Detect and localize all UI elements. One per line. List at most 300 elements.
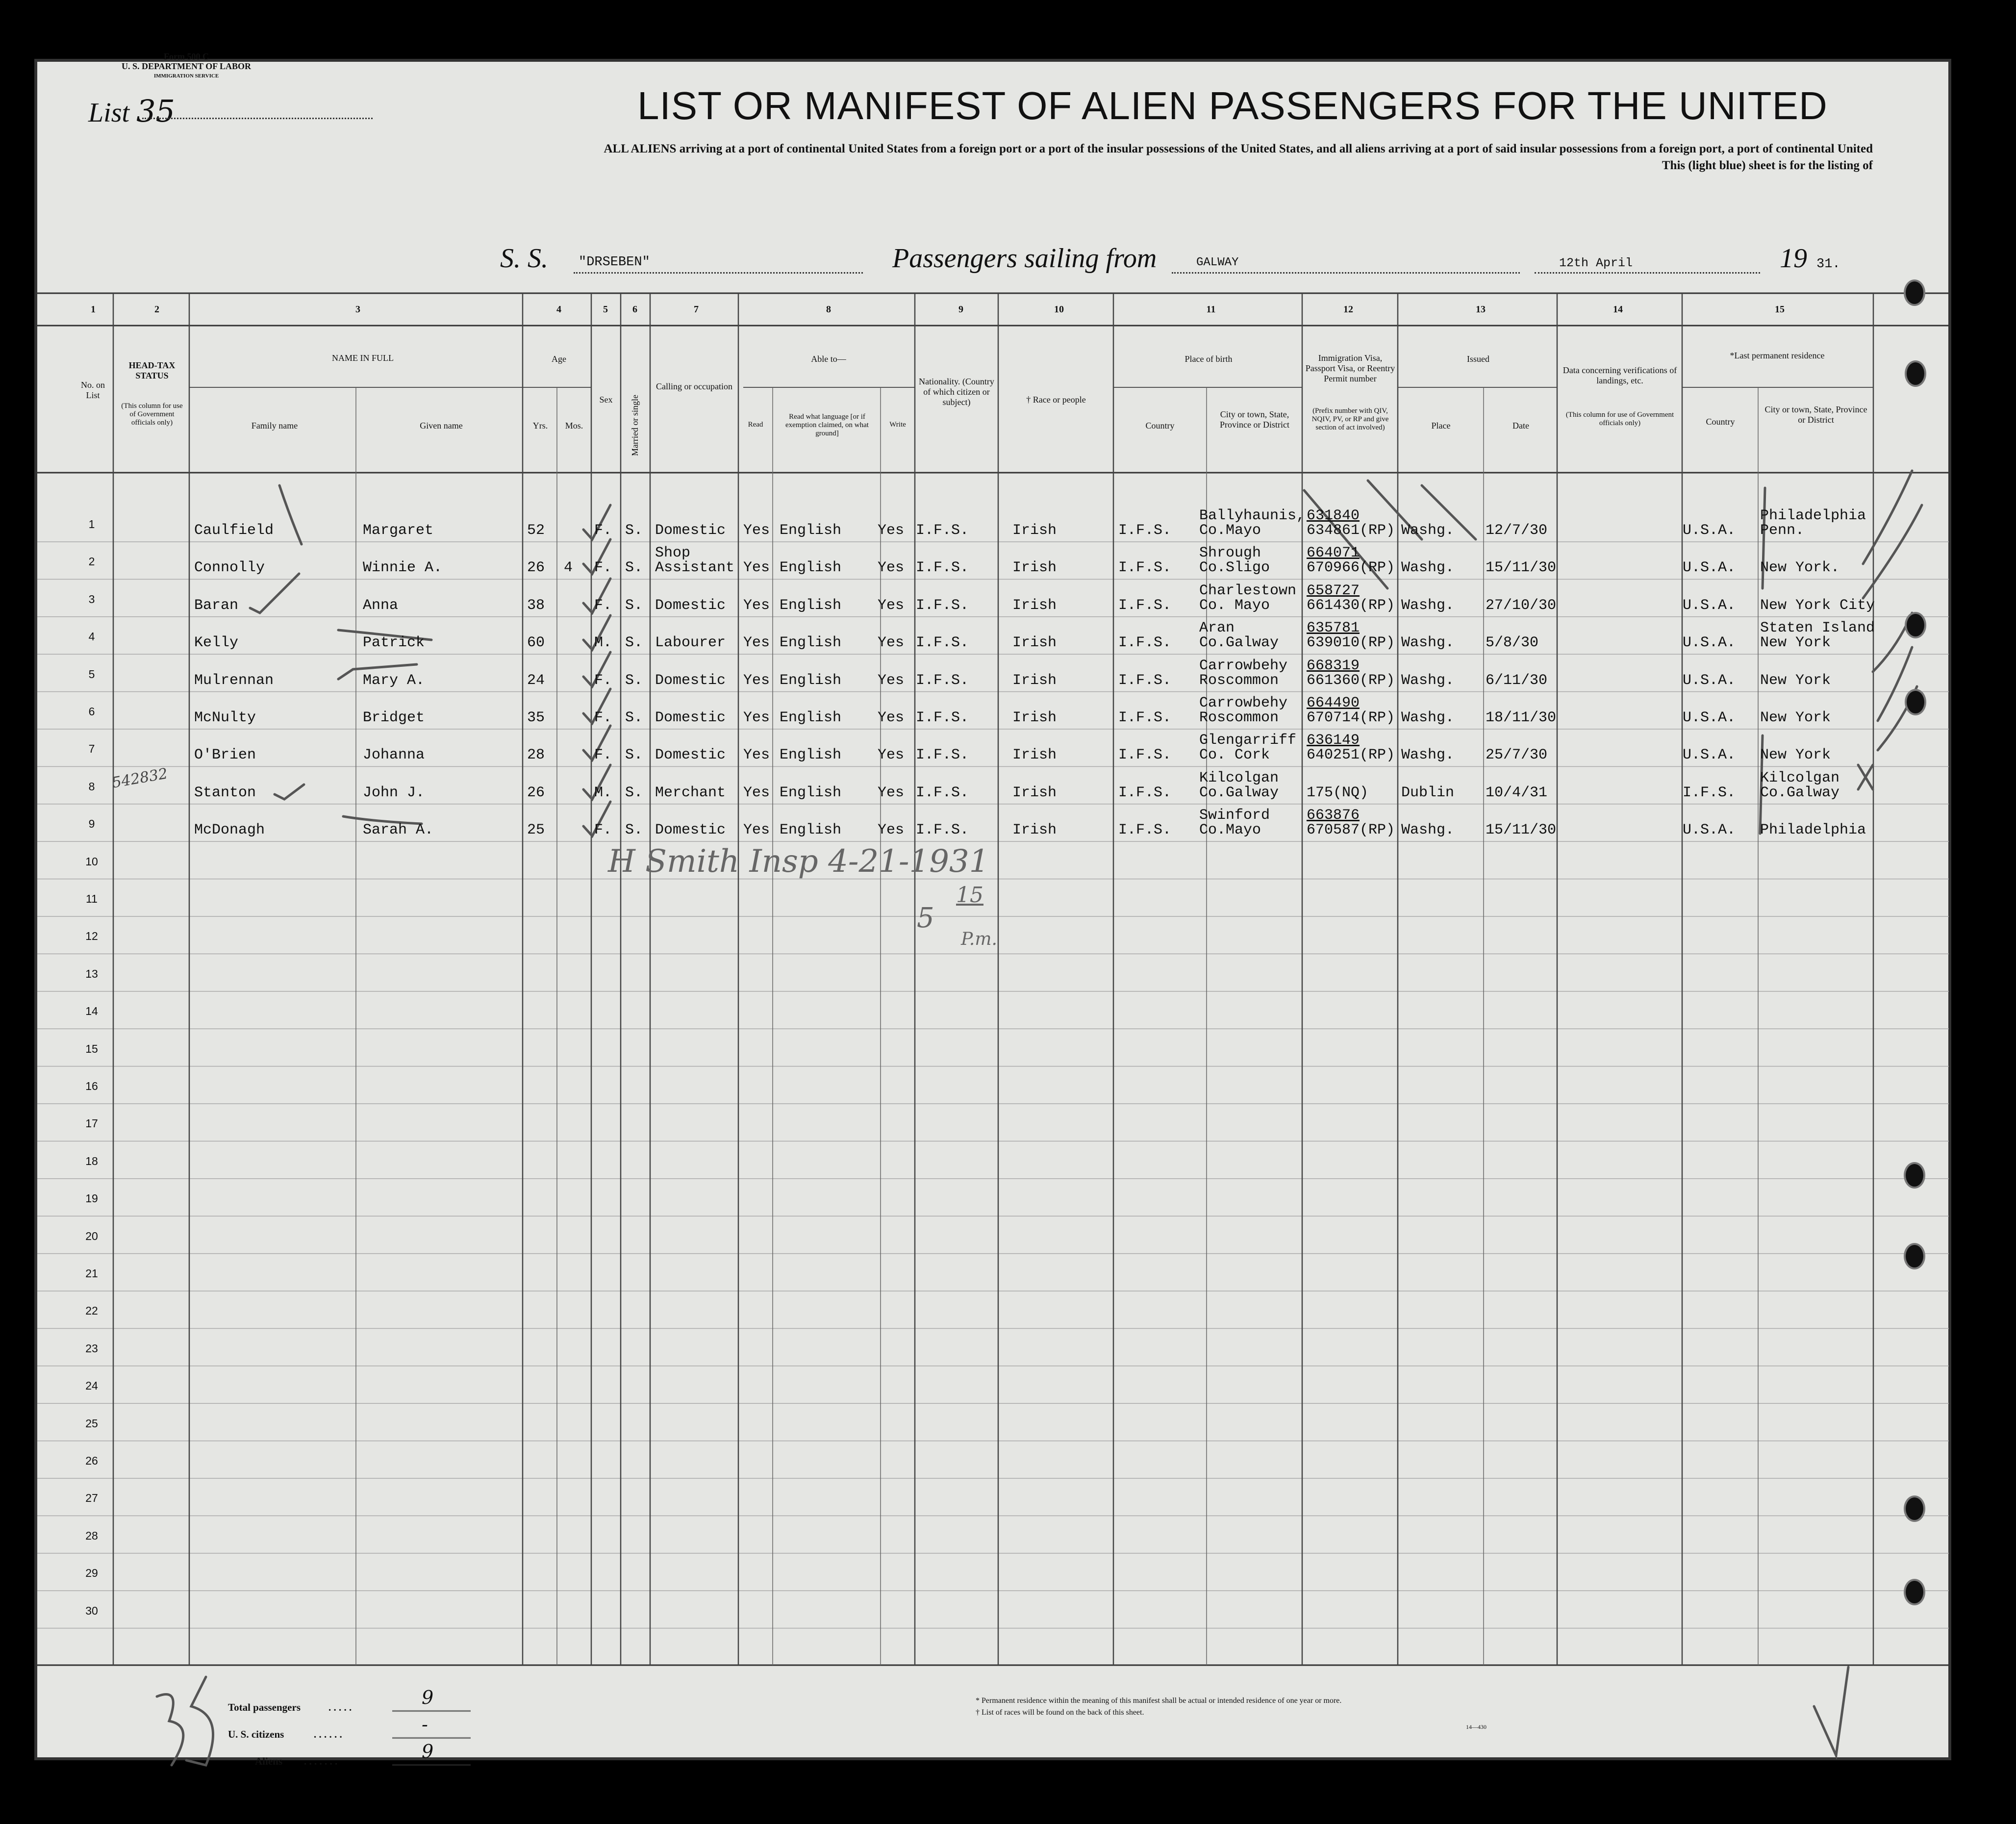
stanton-note: 542832	[110, 765, 169, 792]
hdr-birth-country: Country	[1145, 421, 1175, 431]
cell-visa2: 175(NQ)	[1307, 784, 1369, 801]
cell-date: 12/7/30	[1486, 522, 1548, 539]
cell-ms: S.	[625, 784, 643, 801]
cell-date: 15/11/30	[1486, 822, 1557, 839]
cell-city1: Charlestown	[1199, 582, 1297, 599]
cell-rcountry: U.S.A.	[1683, 559, 1736, 577]
cell-rcity2: New York	[1760, 634, 1831, 652]
binder-hole	[1904, 1162, 1925, 1189]
row-number: 20	[85, 1229, 98, 1242]
cell-date: 10/4/31	[1486, 784, 1548, 801]
cell-nat: I.F.S.	[916, 747, 969, 764]
cell-yrs: 24	[527, 672, 545, 689]
cell-city1: Shrough	[1199, 545, 1261, 562]
cell-place: Washg.	[1401, 634, 1455, 652]
cell-rcountry: U.S.A.	[1683, 747, 1736, 764]
binder-hole	[1905, 360, 1926, 387]
cell-rcity2: Co.Galway	[1760, 784, 1840, 801]
cell-write: Yes	[878, 784, 905, 801]
cell-write: Yes	[878, 709, 905, 726]
cell-nat: I.F.S.	[916, 634, 969, 652]
hdr-verification: Data concerning verifications of landings, etc.	[1562, 365, 1677, 385]
subtitle-line-2: This (light blue) sheet is for the listing of	[1662, 159, 1873, 172]
cell-given: Patrick	[363, 634, 425, 652]
cell-rcountry: U.S.A.	[1683, 822, 1736, 839]
cell-given: Sarah A.	[363, 822, 434, 839]
cell-race: Irish	[1012, 522, 1057, 539]
cell-rcity1: Philadelphia	[1760, 507, 1866, 524]
hdr-able-to: Able to—	[811, 354, 846, 364]
row-number: 8	[88, 780, 95, 793]
colnum-13: 13	[1476, 304, 1486, 315]
cell-city2: Co. Cork	[1199, 747, 1270, 764]
cell-city2: Co.Mayo	[1199, 822, 1261, 839]
colnum-6: 6	[632, 304, 637, 315]
cell-visa1: 663876	[1307, 807, 1360, 824]
cell-visa1: 668319	[1307, 657, 1360, 674]
cell-ms: S.	[625, 522, 643, 539]
hdr-residence-country: Country	[1706, 417, 1735, 427]
cell-ms: S.	[625, 597, 643, 614]
hdr-given-name: Given name	[420, 421, 463, 431]
cell-city2: Roscommon	[1199, 672, 1279, 689]
row-number: 17	[85, 1117, 98, 1130]
row-number: 26	[85, 1454, 98, 1467]
cell-visa2: 661360(RP)	[1307, 672, 1395, 689]
cell-city2: Co.Galway	[1199, 634, 1279, 652]
aliens-line	[392, 1764, 471, 1766]
cell-city1: Carrowbehy	[1199, 695, 1288, 711]
cell-visa1: 635781	[1307, 620, 1360, 637]
cell-place: Washg.	[1401, 672, 1455, 689]
cell-city2: Roscommon	[1199, 709, 1279, 726]
cell-given: Johanna	[363, 747, 425, 764]
aliens-value: 9	[422, 1741, 434, 1762]
binder-hole	[1905, 689, 1926, 715]
colnum-5: 5	[603, 304, 608, 315]
hdr-last-residence: *Last permanent residence	[1730, 351, 1825, 360]
cell-write: Yes	[878, 522, 905, 539]
row-number: 18	[85, 1154, 98, 1167]
cell-visa2: 670966(RP)	[1307, 559, 1395, 577]
row-number: 21	[85, 1267, 98, 1280]
cell-lang: English	[780, 522, 842, 539]
cell-place: Washg.	[1401, 522, 1455, 539]
cell-yrs: 38	[527, 597, 545, 614]
cell-country: I.F.S.	[1118, 559, 1172, 577]
cell-date: 25/7/30	[1486, 747, 1548, 764]
hdr-yrs: Yrs.	[532, 421, 548, 431]
cell-write: Yes	[878, 747, 905, 764]
cell-visa2: 639010(RP)	[1307, 634, 1395, 652]
cell-visa1: 636149	[1307, 732, 1360, 749]
cell-read: Yes	[743, 784, 770, 801]
cell-occ1: Domestic	[655, 522, 726, 539]
binder-hole	[1904, 1243, 1925, 1269]
row-number: 3	[88, 592, 95, 606]
cell-city1: Carrowbehy	[1199, 657, 1288, 674]
ss-label: S. S.	[500, 243, 548, 274]
row-number: 5	[88, 667, 95, 681]
cell-yrs: 25	[527, 822, 545, 839]
colnum-3: 3	[355, 304, 360, 315]
cell-visa1: 664490	[1307, 695, 1360, 711]
time-minutes: 15	[956, 883, 983, 908]
footnote-code: 14—430	[1466, 1723, 1487, 1730]
cell-lang: English	[780, 784, 842, 801]
cell-family: McNulty	[194, 709, 256, 726]
row-number: 9	[88, 817, 95, 831]
row-number: 30	[85, 1604, 98, 1617]
list-label: List	[88, 98, 130, 128]
cell-rcity2: New York City	[1760, 597, 1875, 614]
binder-hole	[1904, 1495, 1925, 1522]
cell-place: Washg.	[1401, 597, 1455, 614]
cell-race: Irish	[1012, 747, 1057, 764]
cell-city1: Aran	[1199, 620, 1235, 637]
cell-given: Mary A.	[363, 672, 425, 689]
time-hour: 5	[917, 902, 934, 934]
hdr-race: † Race or people	[1026, 395, 1086, 405]
cell-place: Washg.	[1401, 747, 1455, 764]
cell-place: Washg.	[1401, 822, 1455, 839]
cell-lang: English	[780, 559, 842, 577]
cell-ms: S.	[625, 709, 643, 726]
cell-write: Yes	[878, 559, 905, 577]
hdr-visa: Immigration Visa, Passport Visa, or Reentry Permit number	[1305, 353, 1395, 383]
cell-lang: English	[780, 672, 842, 689]
cell-rcity2: New York	[1760, 747, 1831, 764]
total-passengers-label: Total passengers	[228, 1701, 301, 1713]
cell-country: I.F.S.	[1118, 522, 1172, 539]
cell-nat: I.F.S.	[916, 709, 969, 726]
cell-read: Yes	[743, 522, 770, 539]
cell-visa2: 640251(RP)	[1307, 747, 1395, 764]
cell-race: Irish	[1012, 597, 1057, 614]
row-number: 13	[85, 967, 98, 980]
colnum-7: 7	[694, 304, 699, 315]
cell-country: I.F.S.	[1118, 672, 1172, 689]
cell-race: Irish	[1012, 672, 1057, 689]
binder-hole	[1905, 612, 1926, 638]
cell-family: McDonagh	[194, 822, 265, 839]
cell-lang: English	[780, 747, 842, 764]
cell-write: Yes	[878, 672, 905, 689]
hdr-issued: Issued	[1467, 354, 1489, 364]
cell-rcity2: New York	[1760, 709, 1831, 726]
cell-city2: Co.Mayo	[1199, 522, 1261, 539]
hdr-married-single: Married or single	[630, 395, 640, 456]
row-number: 10	[85, 855, 98, 868]
colnum-9: 9	[958, 304, 963, 315]
cell-place: Washg.	[1401, 709, 1455, 726]
cell-lang: English	[780, 597, 842, 614]
year-prefix: 19	[1780, 243, 1807, 274]
cell-visa2: 661430(RP)	[1307, 597, 1395, 614]
cell-visa1: 658727	[1307, 582, 1360, 599]
inspector-signature: H Smith Insp 4-21-1931	[608, 843, 989, 880]
hdr-residence-city: City or town, State, Province or District	[1764, 405, 1867, 425]
cell-read: Yes	[743, 597, 770, 614]
cell-ms: S.	[625, 634, 643, 652]
hdr-issued-place: Place	[1431, 421, 1451, 431]
cell-ms: S.	[625, 672, 643, 689]
cell-sex: F.	[594, 522, 612, 539]
cell-given: Bridget	[363, 709, 425, 726]
hdr-name-in-full: NAME IN FULL	[332, 353, 394, 363]
cell-nat: I.F.S.	[916, 559, 969, 577]
cell-race: Irish	[1012, 709, 1057, 726]
row-number: 19	[85, 1192, 98, 1205]
row-number: 15	[85, 1042, 98, 1055]
cell-family: Stanton	[194, 784, 256, 801]
us-citizens-label: U. S. citizens	[228, 1728, 284, 1740]
cell-rcity1: Kilcolgan	[1760, 769, 1840, 786]
cell-rcountry: U.S.A.	[1683, 709, 1736, 726]
cell-occ2: Assistant	[655, 559, 735, 577]
cell-race: Irish	[1012, 784, 1057, 801]
cell-occ1: Domestic	[655, 822, 726, 839]
cell-occ1: Shop	[655, 545, 691, 562]
cell-rcountry: U.S.A.	[1683, 597, 1736, 614]
form-service: IMMIGRATION SERVICE	[153, 73, 219, 79]
row-number: 11	[86, 892, 98, 905]
hdr-nationality: Nationality. (Country of which citizen or subject)	[919, 377, 994, 407]
row-number: 4	[88, 630, 95, 643]
hdr-visa-note: (Prefix number with QIV, NQIV, PV, or RP and give section of act involved)	[1311, 407, 1389, 431]
hdr-age: Age	[552, 354, 566, 364]
cell-family: Connolly	[194, 559, 265, 577]
row-number: 24	[85, 1379, 98, 1393]
row-number: 23	[85, 1342, 98, 1355]
cell-date: 5/8/30	[1486, 634, 1539, 652]
ship-name: "DRSEBEN"	[579, 255, 650, 270]
binder-hole	[1904, 1579, 1925, 1605]
row-number: 25	[85, 1417, 98, 1430]
total-line	[392, 1710, 471, 1712]
row-number: 22	[85, 1304, 98, 1317]
cell-race: Irish	[1012, 822, 1057, 839]
departure-port: GALWAY	[1196, 256, 1239, 269]
row-number: 12	[85, 930, 98, 943]
cell-family: Caulfield	[194, 522, 274, 539]
aliens-dots: . . . . . . .	[304, 1755, 338, 1767]
cell-date: 18/11/30	[1486, 709, 1557, 726]
cell-write: Yes	[878, 597, 905, 614]
cell-lang: English	[780, 709, 842, 726]
cell-visa2: 670587(RP)	[1307, 822, 1395, 839]
cell-country: I.F.S.	[1118, 822, 1172, 839]
cell-mos: 4	[564, 559, 573, 577]
row-number: 29	[85, 1567, 98, 1580]
row-number: 7	[88, 742, 95, 756]
cell-read: Yes	[743, 634, 770, 652]
cell-sex: F.	[594, 747, 612, 764]
hdr-issued-date: Date	[1512, 421, 1529, 431]
cell-nat: I.F.S.	[916, 784, 969, 801]
aliens-label: Aliens	[255, 1755, 283, 1767]
form-department: U. S. DEPARTMENT OF LABOR	[121, 61, 252, 71]
cell-family: Mulrennan	[194, 672, 274, 689]
cell-rcountry: U.S.A.	[1683, 672, 1736, 689]
colnum-15: 15	[1775, 304, 1785, 315]
total-passengers-value: 9	[422, 1687, 434, 1708]
subtitle-line-1: ALL ALIENS arriving at a port of continental United States from a foreign port or a port of the insular possessions of the United States, and all aliens arriving at a port of said insular possessions from a foreign port, a port of continental United	[604, 142, 1873, 155]
footnote-races: † List of races will be found on the back of this sheet.	[976, 1708, 1144, 1717]
colnum-14: 14	[1613, 304, 1623, 315]
cell-nat: I.F.S.	[916, 672, 969, 689]
row-number: 2	[88, 555, 95, 568]
sailing-date: 12th April	[1559, 256, 1633, 270]
cell-date: 6/11/30	[1486, 672, 1548, 689]
cell-lang: English	[780, 634, 842, 652]
cell-write: Yes	[878, 822, 905, 839]
hdr-sex: Sex	[599, 395, 613, 405]
cell-country: I.F.S.	[1118, 784, 1172, 801]
hdr-head-tax-note: (This column for use of Government officials only)	[121, 402, 183, 427]
cell-nat: I.F.S.	[916, 822, 969, 839]
cell-read: Yes	[743, 822, 770, 839]
cell-read: Yes	[743, 559, 770, 577]
sailing-label: Passengers sailing from	[892, 243, 1157, 274]
hdr-mos: Mos.	[565, 421, 583, 431]
cell-sex: F.	[594, 597, 612, 614]
cell-yrs: 52	[527, 522, 545, 539]
cell-yrs: 60	[527, 634, 545, 652]
colnum-8: 8	[826, 304, 831, 315]
form-number: Form 500 C	[164, 51, 209, 61]
cell-yrs: 28	[527, 747, 545, 764]
cell-city1: Swinford	[1199, 807, 1270, 824]
cell-country: I.F.S.	[1118, 747, 1172, 764]
cell-rcity2: New York.	[1760, 559, 1840, 577]
cell-rcity2: Penn.	[1760, 522, 1805, 539]
cell-given: John J.	[363, 784, 425, 801]
hdr-head-tax: HEAD-TAX STATUS	[128, 360, 176, 380]
list-number: 35	[136, 93, 175, 129]
cell-yrs: 26	[527, 559, 545, 577]
cell-rcity1: Staten Island	[1760, 620, 1875, 637]
row-number: 28	[85, 1529, 98, 1542]
cell-sex: M.	[594, 634, 612, 652]
cell-family: O'Brien	[194, 747, 256, 764]
cell-city1: Ballyhaunis,	[1199, 507, 1306, 524]
hdr-no-on-list: No. on List	[81, 380, 105, 400]
cell-read: Yes	[743, 747, 770, 764]
colnum-1: 1	[91, 304, 96, 315]
cell-rcity2: New York	[1760, 672, 1831, 689]
cell-nat: I.F.S.	[916, 597, 969, 614]
cell-given: Anna	[363, 597, 399, 614]
cell-visa2: 670714(RP)	[1307, 709, 1395, 726]
cell-ms: S.	[625, 559, 643, 577]
colnum-10: 10	[1054, 304, 1064, 315]
cell-nat: I.F.S.	[916, 522, 969, 539]
cell-given: Margaret	[363, 522, 434, 539]
cell-rcity2: Philadelphia	[1760, 822, 1866, 839]
binder-hole	[1904, 279, 1925, 306]
cell-sex: F.	[594, 559, 612, 577]
cell-occ1: Domestic	[655, 672, 726, 689]
row-number: 1	[88, 518, 95, 531]
cell-occ1: Domestic	[655, 597, 726, 614]
row-number: 6	[88, 705, 95, 718]
cell-rcountry: U.S.A.	[1683, 522, 1736, 539]
year-suffix: 31.	[1816, 257, 1840, 272]
cell-place: Washg.	[1401, 559, 1455, 577]
citizens-line	[392, 1737, 471, 1739]
colnum-2: 2	[154, 304, 159, 315]
cell-country: I.F.S.	[1118, 634, 1172, 652]
cell-yrs: 35	[527, 709, 545, 726]
cell-city1: Kilcolgan	[1199, 769, 1279, 786]
cell-occ1: Merchant	[655, 784, 726, 801]
cell-family: Baran	[194, 597, 239, 614]
cell-visa1: 631840	[1307, 507, 1360, 524]
cell-race: Irish	[1012, 559, 1057, 577]
row-number: 16	[85, 1080, 98, 1092]
cell-ms: S.	[625, 822, 643, 839]
cell-ms: S.	[625, 747, 643, 764]
cell-sex: M.	[594, 784, 612, 801]
cell-sex: F.	[594, 709, 612, 726]
cell-occ1: Domestic	[655, 747, 726, 764]
colnum-4: 4	[556, 304, 561, 315]
cell-sex: F.	[594, 822, 612, 839]
cell-write: Yes	[878, 634, 905, 652]
cell-rcountry: I.F.S.	[1683, 784, 1736, 801]
hdr-read-language: Read what language [or if exemption claimed, on what ground]	[785, 413, 869, 437]
cell-country: I.F.S.	[1118, 709, 1172, 726]
cell-rcountry: U.S.A.	[1683, 634, 1736, 652]
hdr-verification-note: (This column for use of Government officials only)	[1565, 411, 1674, 427]
hdr-place-of-birth: Place of birth	[1184, 354, 1233, 364]
cell-sex: F.	[594, 672, 612, 689]
cell-race: Irish	[1012, 634, 1057, 652]
cell-city2: Co. Mayo	[1199, 597, 1270, 614]
cell-visa2: 634861(RP)	[1307, 522, 1395, 539]
cell-city2: Co.Galway	[1199, 784, 1279, 801]
cell-family: Kelly	[194, 634, 239, 652]
cell-country: I.F.S.	[1118, 597, 1172, 614]
cell-occ1: Domestic	[655, 709, 726, 726]
handwritten-ticks	[157, 471, 1922, 1765]
hdr-calling: Calling or occupation	[656, 381, 732, 391]
row-number: 27	[85, 1492, 98, 1505]
cell-read: Yes	[743, 672, 770, 689]
cell-date: 27/10/30	[1486, 597, 1557, 614]
us-citizens-value: -	[422, 1714, 428, 1735]
cell-visa1: 664071	[1307, 545, 1360, 562]
hdr-family-name: Family name	[251, 421, 298, 431]
time-pm: P.m.	[961, 929, 997, 949]
cell-yrs: 26	[527, 784, 545, 801]
row-number: 14	[85, 1005, 98, 1018]
cell-occ1: Labourer	[655, 634, 726, 652]
page-title: LIST OR MANIFEST OF ALIEN PASSENGERS FOR THE UNITED	[637, 84, 1828, 127]
citizens-dots: . . . . . .	[314, 1728, 342, 1740]
cell-city1: Glengarriff	[1199, 732, 1297, 749]
hdr-birth-city: City or town, State, Province or District	[1220, 409, 1289, 430]
cell-place: Dublin	[1401, 784, 1455, 801]
total-dots: . . . . .	[328, 1701, 352, 1713]
colnum-12: 12	[1343, 304, 1353, 315]
cell-lang: English	[780, 822, 842, 839]
hdr-read: Read	[748, 421, 763, 429]
cell-date: 15/11/30	[1486, 559, 1557, 577]
cell-given: Winnie A.	[363, 559, 443, 577]
colnum-11: 11	[1206, 304, 1216, 315]
